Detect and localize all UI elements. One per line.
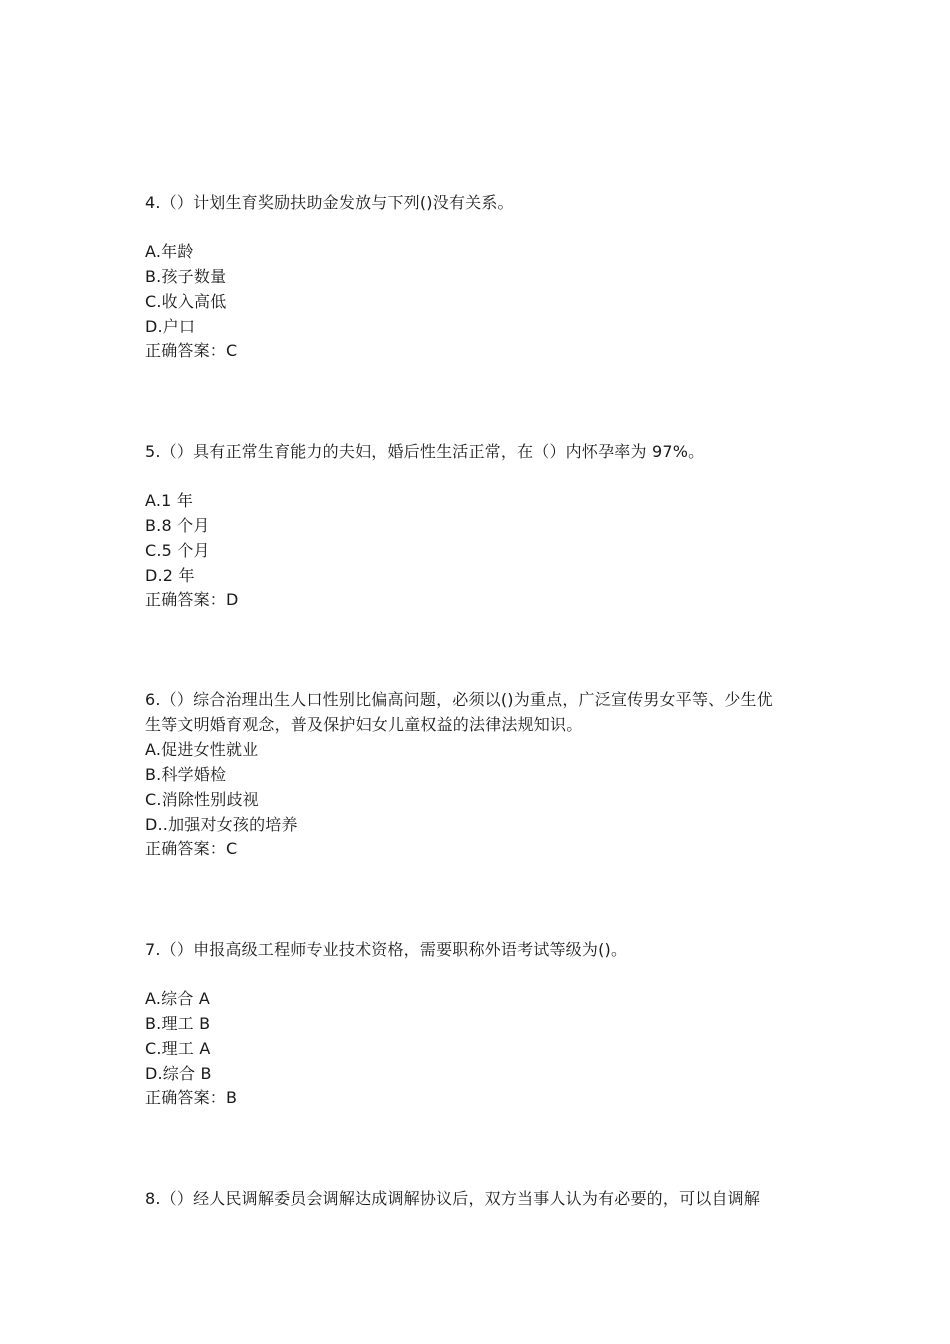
question-6-option-a: A.促进女性就业 — [145, 740, 259, 759]
question-4-answer: 正确答案：C — [145, 341, 238, 360]
question-5-option-d: D.2 年 — [145, 566, 195, 585]
question-6-option-b: B.科学婚检 — [145, 765, 227, 784]
question-7-text: 7.（）申报高级工程师专业技术资格，需要职称外语考试等级为()。 — [145, 940, 628, 959]
question-4-text: 4.（）计划生育奖励扶助金发放与下列()没有关系。 — [145, 193, 514, 212]
question-6-option-d: D..加强对女孩的培养 — [145, 815, 298, 834]
question-6-answer: 正确答案：C — [145, 839, 238, 858]
question-7-option-b: B.理工 B — [145, 1014, 211, 1033]
question-5-answer: 正确答案：D — [145, 590, 239, 609]
question-5-option-b: B.8 个月 — [145, 516, 210, 535]
question-7-option-d: D.综合 B — [145, 1064, 212, 1083]
question-4-option-a: A.年龄 — [145, 242, 194, 261]
question-5-text: 5.（）具有正常生育能力的夫妇，婚后性生活正常，在（）内怀孕率为 97%。 — [145, 442, 705, 461]
question-6-text-line-2: 生等文明婚育观念，普及保护妇女儿童权益的法律法规知识。 — [145, 715, 583, 734]
question-7-answer: 正确答案：B — [145, 1088, 238, 1107]
question-7-option-a: A.综合 A — [145, 989, 210, 1008]
question-6-option-c: C.消除性别歧视 — [145, 790, 259, 809]
question-8-text: 8.（）经人民调解委员会调解达成调解协议后，双方当事人认为有必要的，可以自调解 — [145, 1189, 761, 1208]
question-4-option-b: B.孩子数量 — [145, 267, 227, 286]
question-6-text-line-1: 6.（）综合治理出生人口性别比偏高问题，必须以()为重点，广泛宣传男女平等、少生优 — [145, 690, 773, 709]
question-4-option-d: D.户口 — [145, 317, 196, 336]
question-7-option-c: C.理工 A — [145, 1039, 211, 1058]
question-5-option-c: C.5 个月 — [145, 541, 210, 560]
question-4-option-c: C.收入高低 — [145, 292, 227, 311]
question-5-option-a: A.1 年 — [145, 491, 194, 510]
